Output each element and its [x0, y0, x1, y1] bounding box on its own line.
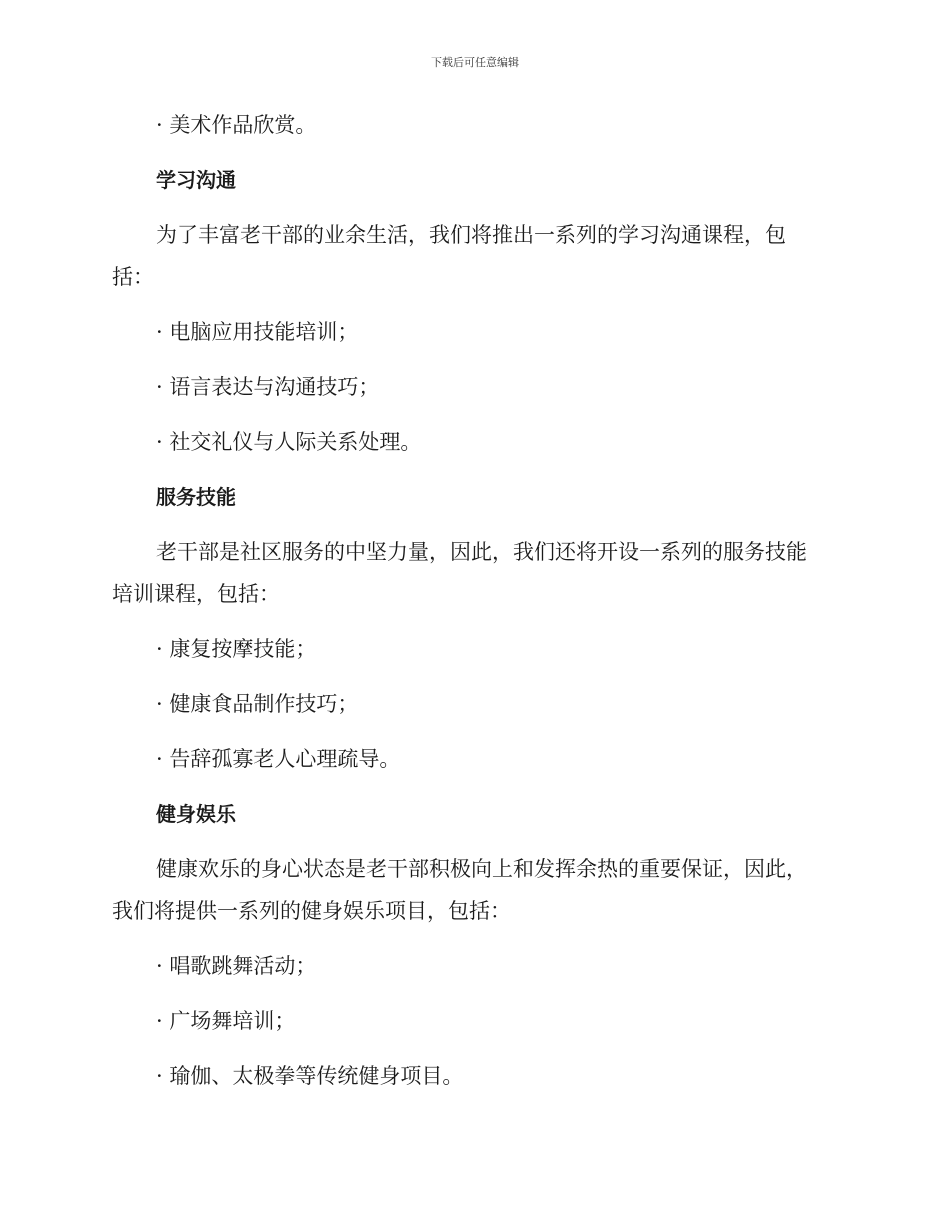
list-item: · 语言表达与沟通技巧；	[156, 375, 380, 399]
paragraph-line: 培训课程，包括：	[112, 582, 280, 606]
paragraph-line: 健康欢乐的身心状态是老干部积极向上和发挥余热的重要保证，因此，	[156, 857, 807, 881]
paragraph-line: 括：	[112, 265, 154, 289]
section-heading: 服务技能	[156, 485, 236, 509]
paragraph	[112, 848, 834, 932]
list-item: · 社交礼仪与人际关系处理。	[156, 430, 422, 454]
document-body	[112, 104, 834, 1097]
list-item: · 健康食品制作技巧；	[156, 692, 359, 716]
paragraph-line: 老干部是社区服务的中坚力量，因此，我们还将开设一系列的服务技能	[156, 540, 807, 564]
list-item: · 唱歌跳舞活动；	[156, 954, 317, 978]
list-item: · 广场舞培训；	[156, 1009, 296, 1033]
list-item: · 康复按摩技能；	[156, 637, 317, 661]
list-item: · 告辞孤寡老人心理疏导。	[156, 747, 401, 771]
section-heading: 健身娱乐	[156, 802, 236, 826]
section-heading: 学习沟通	[156, 168, 236, 192]
list-item: · 美术作品欣赏。	[156, 113, 317, 137]
header-note: 下载后可任意编辑	[431, 56, 519, 69]
list-item: · 电脑应用技能培训；	[156, 320, 359, 344]
paragraph-line: 为了丰富老干部的业余生活，我们将推出一系列的学习沟通课程，包	[156, 223, 786, 247]
paragraph-line: 我们将提供一系列的健身娱乐项目，包括：	[112, 899, 511, 923]
paragraph	[112, 214, 834, 298]
paragraph	[112, 531, 834, 615]
list-item: · 瑜伽、太极拳等传统健身项目。	[156, 1064, 464, 1088]
